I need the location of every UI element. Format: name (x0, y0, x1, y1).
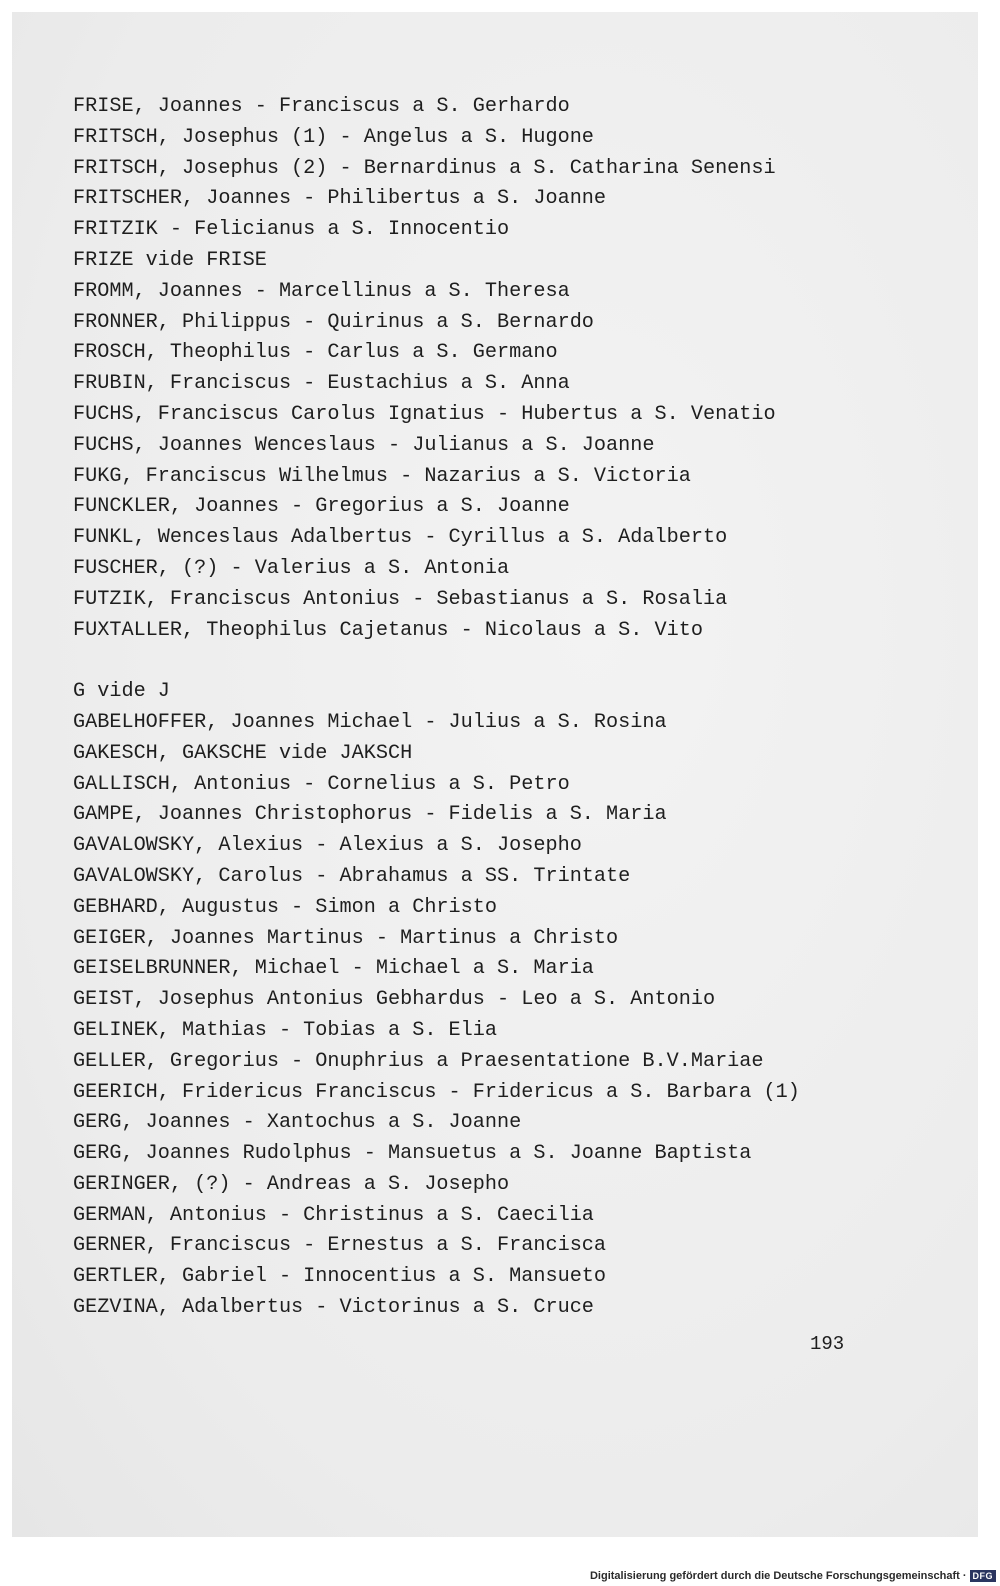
list-item: FUNKL, Wenceslaus Adalbertus - Cyrillus a S. Adalberto (73, 526, 728, 550)
list-item: G vide J (73, 680, 170, 704)
list-item: FUCHS, Franciscus Carolus Ignatius - Hubertus a S. Venatio (73, 402, 776, 426)
list-item: GAKESCH, GAKSCHE vide JAKSCH (73, 741, 413, 765)
list-item: FUSCHER, (?) - Valerius a S. Antonia (73, 556, 510, 580)
list-item: GERNER, Franciscus - Ernestus a S. Francisca (73, 1234, 607, 1258)
list-item: GELINEK, Mathias - Tobias a S. Elia (73, 1018, 498, 1042)
list-item: FROMM, Joannes - Marcellinus a S. Theresa (73, 279, 570, 303)
list-item: GAVALOWSKY, Alexius - Alexius a S. Josepho (73, 834, 582, 858)
section-gap (73, 646, 800, 677)
list-item: GERG, Joannes Rudolphus - Mansuetus a S. Joanne Baptista (73, 1142, 752, 1166)
list-item: GEBHARD, Augustus - Simon a Christo (73, 895, 498, 919)
list-item: FUKG, Franciscus Wilhelmus - Nazarius a S. Victoria (73, 464, 691, 488)
list-item: GEISELBRUNNER, Michael - Michael a S. Maria (73, 957, 594, 981)
entry-list (73, 92, 800, 1324)
list-item: GAMPE, Joannes Christophorus - Fidelis a S. Maria (73, 803, 667, 827)
list-item: FRUBIN, Franciscus - Eustachius a S. Anna (73, 372, 570, 396)
list-item: FRITSCHER, Joannes - Philibertus a S. Joanne (73, 187, 607, 211)
list-item: FRITZIK - Felicianus a S. Innocentio (73, 218, 510, 242)
list-item: GERMAN, Antonius - Christinus a S. Caecilia (73, 1203, 594, 1227)
page-number: 193 (810, 1333, 845, 1355)
list-item: FUXTALLER, Theophilus Cajetanus - Nicolaus a S. Vito (73, 618, 703, 642)
list-item: GAVALOWSKY, Carolus - Abrahamus a SS. Trintate (73, 864, 631, 888)
list-item: GERINGER, (?) - Andreas a S. Josepho (73, 1172, 510, 1196)
list-item: FRONNER, Philippus - Quirinus a S. Bernardo (73, 310, 594, 334)
list-item: FRIZE vide FRISE (73, 248, 267, 272)
list-item: GELLER, Gregorius - Onuphrius a Praesentatione B.V.Mariae (73, 1049, 764, 1073)
list-item: GEERICH, Fridericus Franciscus - Fridericus a S. Barbara (1) (73, 1080, 800, 1104)
list-item: FUTZIK, Franciscus Antonius - Sebastianus a S. Rosalia (73, 587, 728, 611)
dfg-logo: DFG (970, 1570, 997, 1582)
list-item: GEZVINA, Adalbertus - Victorinus a S. Cruce (73, 1296, 594, 1320)
list-item: GABELHOFFER, Joannes Michael - Julius a S. Rosina (73, 710, 667, 734)
list-item: GEIGER, Joannes Martinus - Martinus a Christo (73, 926, 619, 950)
credit-text: Digitalisierung gefördert durch die Deutsche Forschungsgemeinschaft · (589, 1570, 967, 1582)
list-item: FRITSCH, Josephus (1) - Angelus a S. Hugone (73, 125, 594, 149)
list-item: GERG, Joannes - Xantochus a S. Joanne (73, 1111, 522, 1135)
list-item: FRISE, Joannes - Franciscus a S. Gerhardo (73, 95, 570, 118)
list-item: GALLISCH, Antonius - Cornelius a S. Petro (73, 772, 570, 796)
list-item: FUNCKLER, Joannes - Gregorius a S. Joanne (73, 495, 570, 519)
list-item: FROSCH, Theophilus - Carlus a S. Germano (73, 341, 558, 365)
list-item: FUCHS, Joannes Wenceslaus - Julianus a S. Joanne (73, 433, 655, 457)
digitization-credit (590, 1570, 996, 1582)
list-item: FRITSCH, Josephus (2) - Bernardinus a S. Catharina Senensi (73, 156, 776, 180)
list-item: GERTLER, Gabriel - Innocentius a S. Mansueto (73, 1265, 607, 1289)
list-item: GEIST, Josephus Antonius Gebhardus - Leo a S. Antonio (73, 988, 716, 1012)
